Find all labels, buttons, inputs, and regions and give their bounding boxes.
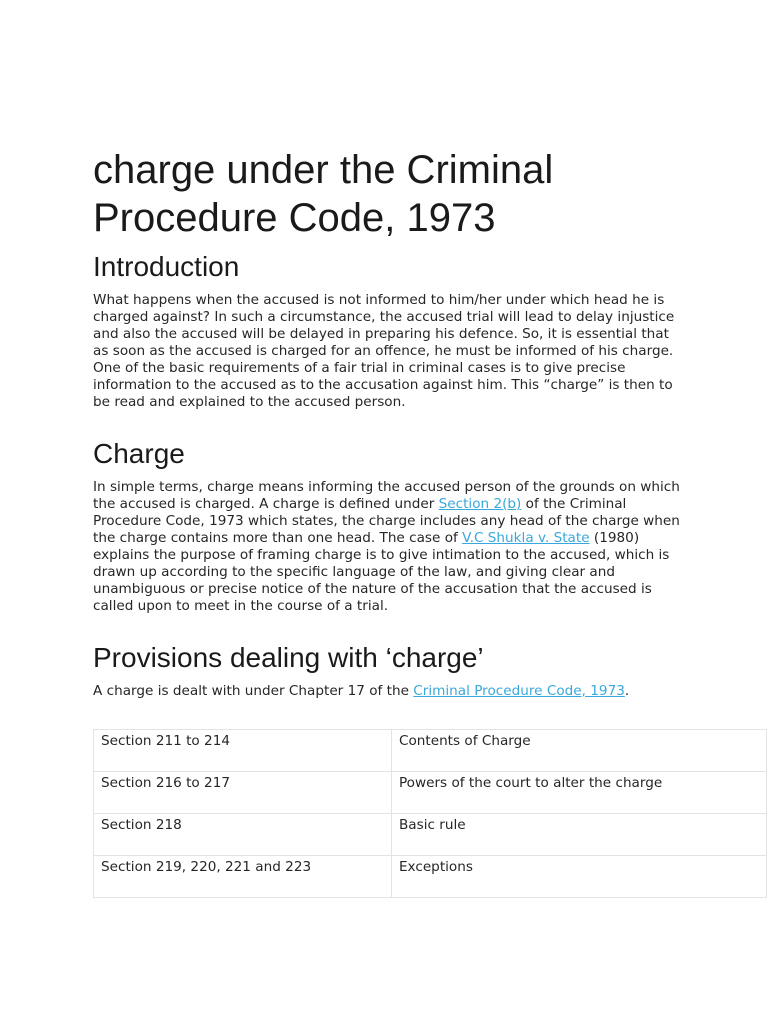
provisions-heading: Provisions dealing with ‘charge’: [93, 642, 484, 673]
table-row: [94, 730, 767, 772]
table-cell-description: Exceptions: [391, 856, 766, 898]
charge-heading: Charge: [93, 438, 185, 469]
introduction-heading: Introduction: [93, 251, 240, 282]
document-page: [93, 146, 683, 898]
table-row: [94, 772, 767, 814]
provisions-paragraph: [93, 683, 683, 700]
table-cell-section: Section 216 to 217: [94, 772, 392, 814]
table-cell-section: Section 219, 220, 221 and 223: [94, 856, 392, 898]
table-row: [94, 814, 767, 856]
table-row: [94, 856, 767, 898]
table-cell-description: Basic rule: [391, 814, 766, 856]
provisions-text-part2: .: [624, 683, 630, 699]
table-cell-section: Section 211 to 214: [94, 730, 392, 772]
introduction-paragraph: What happens when the accused is not informed to him/her under which head he is charged against? In such a circumstance, the accused trial will lead to delay injustice and also the accused will be delayed in preparing his defence. So, it is essential that as soon as the accused is charged for an offence, he must be informed of his charge. One of the basic requirements of a fair trial in criminal cases is to give precise information to the accused as to the accusation against him. This “charge” is then to be read and explained to the accused person.: [93, 292, 675, 410]
table-cell-section: Section 218: [94, 814, 392, 856]
provisions-table: [93, 729, 767, 898]
section-2b-link[interactable]: Section 2(b): [438, 496, 522, 512]
charge-paragraph: [93, 479, 683, 615]
page-title: charge under the Criminal Procedure Code, 1973: [93, 148, 554, 240]
crpc-link[interactable]: Criminal Procedure Code, 1973: [413, 683, 625, 699]
table-cell-description: Powers of the court to alter the charge: [391, 772, 766, 814]
table-cell-description: Contents of Charge: [391, 730, 766, 772]
charge-text-part2: of the Criminal Procedure Code, 1973 which states, the charge includes any head of the charge when the charge contains more than one head. The case of: [93, 496, 680, 546]
provisions-text-part1: A charge is dealt with under Chapter 17 of the: [93, 683, 414, 699]
vc-shukla-link[interactable]: V.C Shukla v. State: [462, 530, 590, 546]
charge-text-part3: (1980) explains the purpose of framing charge is to give intimation to the accused, which is drawn up according to the specific language of the law, and giving clear and unambiguous or precise notice of the nature of the accusation that the accused is called upon to meet in the course of a trial.: [93, 530, 670, 614]
charge-text-part1: In simple terms, charge means informing the accused person of the grounds on which the accused is charged. A charge is defined under: [93, 479, 680, 512]
